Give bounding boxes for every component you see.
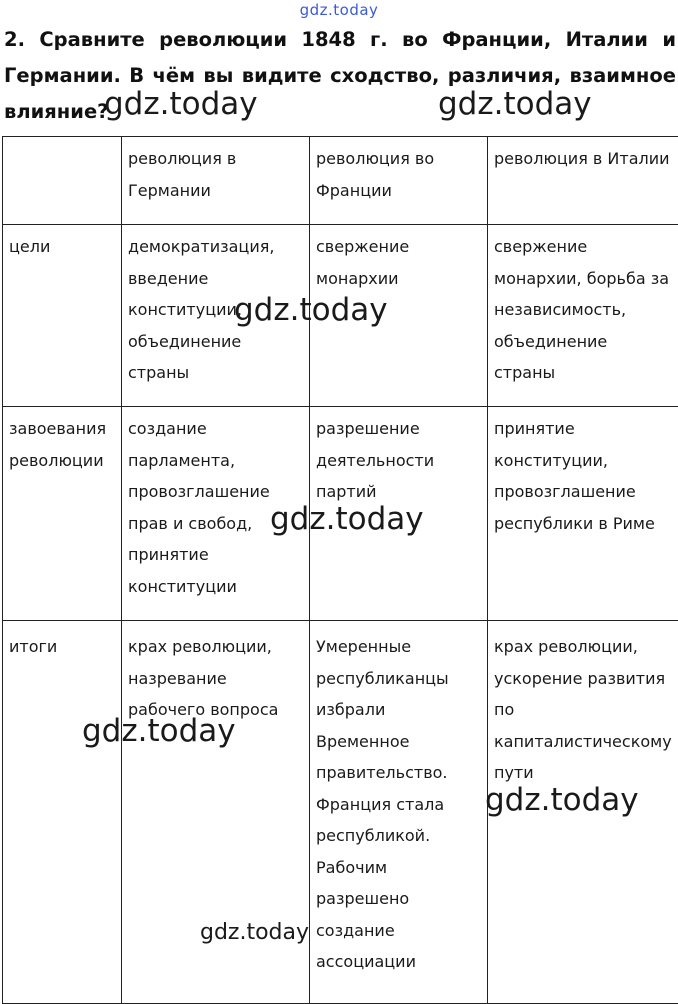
header-cell-france: революция во Франции	[310, 137, 488, 225]
table-row-results	[3, 621, 678, 1004]
cell-italy: свержение монархии, борьба за независимость, объединение страны	[488, 225, 678, 407]
comparison-table	[2, 136, 678, 1004]
watermark-row3-right: gdz.today	[485, 782, 639, 818]
watermark-heading-right: gdz.today	[438, 86, 592, 122]
row-label: итоги	[3, 621, 122, 1004]
task-heading: 2. Сравните революции 1848 г. во Франции, Италии и Германии. В чём вы видите сходство, различия, взаимное влияние?	[4, 22, 676, 130]
cell-france: свержение монархии	[310, 225, 488, 407]
table-row-goals	[3, 225, 678, 407]
cell-france: Умеренные республиканцы избрали Временное правительство. Франция стала республикой. Рабочим разрешено создание ассоциации	[310, 621, 488, 1004]
header-cell-empty	[3, 137, 122, 225]
watermark-row2: gdz.today	[270, 501, 424, 537]
watermark-row3-left: gdz.today	[82, 713, 236, 749]
cell-italy: крах революции, ускорение развития по капиталистическому пути	[488, 621, 678, 1004]
watermark-heading-left: gdz.today	[104, 86, 258, 122]
header-cell-germany: революция в Германии	[122, 137, 310, 225]
watermark-top: gdz.today	[0, 1, 678, 19]
watermark-bottom: gdz.today	[200, 920, 309, 945]
table-row-achievements	[3, 407, 678, 621]
row-label: цели	[3, 225, 122, 407]
cell-germany: крах революции, назревание рабочего вопроса	[122, 621, 310, 1004]
table-header-row	[3, 137, 678, 225]
cell-germany: создание парламента, провозглашение прав и свобод, принятие конституции	[122, 407, 310, 621]
cell-france: разрешение деятельности партий	[310, 407, 488, 621]
cell-germany: демократизация, введение конституции, объединение страны	[122, 225, 310, 407]
row-label: завоевания революции	[3, 407, 122, 621]
cell-italy: принятие конституции, провозглашение республики в Риме	[488, 407, 678, 621]
header-cell-italy: революция в Италии	[488, 137, 678, 225]
watermark-row1: gdz.today	[234, 292, 388, 328]
